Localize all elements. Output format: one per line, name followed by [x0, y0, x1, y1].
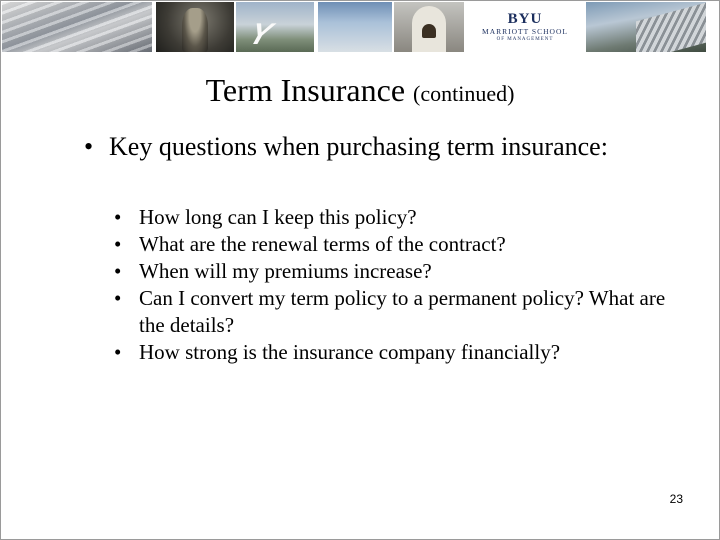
main-bullet	[84, 130, 644, 163]
bullet-icon: •	[114, 232, 122, 256]
bullet-icon: •	[114, 340, 122, 364]
banner-photo-statue	[156, 2, 234, 52]
sub-bullet-item	[114, 204, 694, 231]
byu-logo	[466, 2, 584, 52]
banner-photo-mountain-y	[236, 2, 314, 52]
bullet-icon: •	[114, 259, 122, 283]
sub-bullet-text: Can I convert my term policy to a permanent policy? What are the details?	[139, 286, 666, 337]
logo-subtitle: OF MANAGEMENT	[496, 36, 554, 42]
main-bullet-text: Key questions when purchasing term insurance:	[109, 132, 608, 161]
banner-photo-sky	[318, 2, 392, 52]
banner-photo-building	[586, 2, 706, 52]
bullet-icon: •	[114, 286, 122, 310]
sub-bullet-text: When will my premiums increase?	[139, 259, 432, 283]
sub-bullet-text: What are the renewal terms of the contract?	[139, 232, 506, 256]
logo-school: MARRIOTT SCHOOL	[482, 26, 568, 36]
sub-bullet-text: How long can I keep this policy?	[139, 205, 417, 229]
bullet-icon: •	[114, 205, 122, 229]
statue-figure	[182, 8, 208, 52]
sub-bullet-text: How strong is the insurance company financially?	[139, 340, 561, 364]
y-mountain-icon: Y	[244, 18, 277, 51]
title-suffix: (continued)	[413, 81, 515, 106]
page-number: 23	[669, 492, 683, 506]
header-banner	[2, 2, 718, 52]
bell-icon	[422, 24, 436, 38]
banner-photo-bell	[394, 2, 464, 52]
banner-photo-architecture	[2, 2, 152, 52]
sub-bullet-item	[114, 231, 694, 258]
sub-bullet-item	[114, 339, 694, 366]
logo-name: BYU	[507, 10, 543, 27]
title-text: Term Insurance	[205, 72, 406, 108]
sub-bullet-item	[114, 258, 694, 285]
sub-bullet-item	[114, 285, 694, 339]
sub-bullet-list	[114, 204, 694, 366]
bullet-icon: •	[84, 132, 94, 161]
slide-title	[0, 70, 720, 114]
